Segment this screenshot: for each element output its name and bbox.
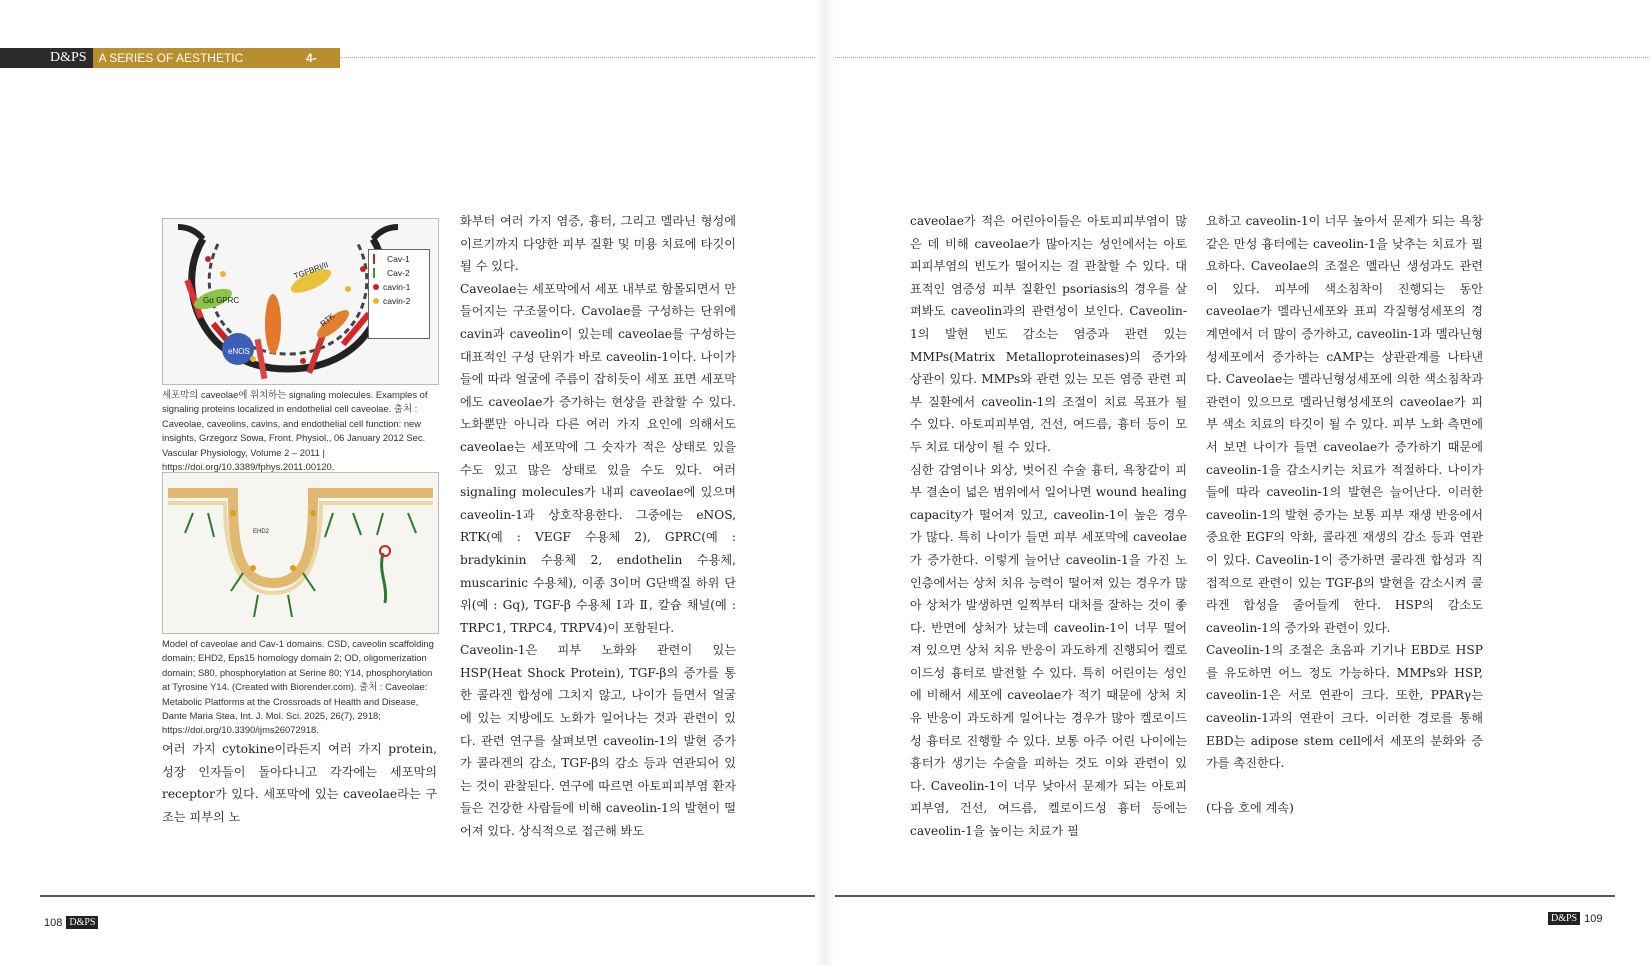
page-gutter bbox=[815, 0, 835, 965]
left-page-footer bbox=[44, 916, 98, 929]
figure-legend bbox=[368, 249, 430, 339]
magazine-brand: D&PS bbox=[50, 50, 87, 65]
svg-text:RTK: RTK bbox=[318, 311, 337, 329]
paragraph: Caveolin-1은 피부 노화와 관련이 있는 HSP(Heat Shock Protein), TGF-β의 증가를 통한 콜라겐 합성에 그치지 않고, 나이가 들면서 얼굴에 있는 지방에도 노화가 일어나는 것과 관련이 있다. 관련 연구를 살펴보면 caveolin-1의 발현 증가가 콜라겐의 감소, TGF-β의 감소 등과 연관되어 있는 것이 관찰된다. 연구에 따르면 아토피피부염 환자들은 건강한 사람들에 비해 caveolin-1의 발현이 떨어져 있다. 상식적으로 접근해 봐도 bbox=[460, 643, 736, 839]
legend-item: cavin-2 bbox=[373, 296, 425, 306]
cav2-marker-icon bbox=[373, 268, 383, 278]
right-page-footer bbox=[1548, 912, 1602, 925]
footer-logo: D&PS bbox=[1548, 912, 1580, 925]
svg-text:EHD2: EHD2 bbox=[253, 529, 270, 535]
column-1-text bbox=[162, 738, 437, 828]
paragraph: caveolae가 적은 어린아이들은 아토피피부염이 많은 데 비해 caveolae가 많아지는 성인에서는 아토피피부염의 빈도가 떨어지는 걸 관찰할 수 있다. 대표적인 염증성 피부 질환인 psoriasis의 경우를 살펴봐도 caveolin과의 관련성이 보인다. Caveolin-1의 발현 빈도 감소는 염증과 관련 있는 MMPs(Matrix Metalloproteinases)의 증가와 상관이 있다. MMPs와 관련 있는 모든 염증 관련 피부 질환에서 caveolin-1의 조절이 치료 목표가 될 수 있다. 아토피피부염, 건선, 여드름, 흉터 등이 모두 치료 대상이 될 수 있다. bbox=[910, 214, 1187, 454]
caveolin-domains-diagram bbox=[163, 473, 438, 633]
cavin1-dot-icon bbox=[373, 284, 379, 290]
top-rule-left bbox=[340, 57, 815, 58]
paragraph: 심한 감염이나 외상, 벗어진 수술 흉터, 욕창같이 피부 결손이 넓은 범위에서 일어나면 wound healing capacity가 떨어져 있고, caveolin-1이 높은 경우가 많다. 특히 나이가 들면 피부 세포막에 caveolae가 증가한다. 이렇게 늘어난 caveolin-1을 가진 노인층에서는 상처 치유 능력이 떨어져 있는 경우가 많아 상처가 발생하면 일찍부터 대처를 잘하는 것이 좋다. 반면에 상처가 났는데 caveolin-1이 너무 떨어져 있으면 상처 치유 반응이 과도하게 진행되어 켈로이드성 흉터로 발전할 수 있다. 특히 어린이는 성인에 비해서 세포에 caveolae가 적기 때문에 상처 치유 반응이 과도하게 일어나는 경우가 많아 켈로이드성 흉터로 진행할 수 있다. 보통 아주 어린 나이에는 흉터가 생기는 수술을 피하는 것도 이와 관련이 있다. Caveolin-1이 너무 낮아서 문제가 되는 아토피피부염, 건선, 여드름, 켈로이드성 흉터 등에는 caveolin-1을 높이는 치료가 필 bbox=[910, 462, 1187, 839]
cavin2-dot-icon bbox=[373, 298, 379, 304]
header-band bbox=[0, 48, 340, 85]
paragraph: Caveolae는 세포막에서 세포 내부로 함몰되면서 만들어지는 구조물이다. Cavolae를 구성하는 단위에 cavin과 caveolin이 있는데 caveolae를 구성하는 대표적인 구성 단위가 바로 caveolin-1이다. 나이가 들에 따라 얼굴에 주름이 잡히듯이 세포 표면 세포막에도 caveolae가 증가하는 현상을 관찰할 수 있다. 노화뿐만 아니라 다른 여러 가지 요인에 의해서도 caveolae는 세포막에 그 숫자가 적은 상태로 있을 수도 있고 많은 상태로 있을 수도 있다. 여러 signaling molecules가 내피 caveolae에 있으며 caveolin-1과 상호작용한다. 그중에는 eNOS, RTK(예 : VEGF 수용체 2), GPRC(예 : bradykinin 수용체 2, endothelin 수용체, muscarinic 수용체), 이종 3이머 G단백질 하위 단위(예 : Gq), TGF-β 수용체 Ⅰ과 Ⅱ, 칼슘 채널(예 : TRPC1, TRPC4, TRPV4)이 포함된다. bbox=[460, 281, 736, 635]
series-name: A SERIES OF AESTHETIC TREATMENT bbox=[98, 51, 244, 85]
legend-item: Cav-2 bbox=[373, 268, 425, 278]
column-2-text bbox=[460, 210, 736, 843]
figure-caveolin-domains bbox=[162, 472, 439, 634]
column-3-text bbox=[910, 210, 1187, 843]
figure2-caption: Model of caveolae and Cav-1 domains. CSD, caveolin scaffolding domain; EHD2, Eps15 homology domain 2; OD, oligomerization domain; S80, phosphorylation at Serine 80; Y14, phosphorylation at Tyrosine Y14. (Created with Biorender.com). 출처 : Caveolae: Metabolic Platforms at the Crossroads of Health and Disease, Dante Maria Stea, Int. J. Mol. Sci. 2025, 26(7), 2918; https://doi.org/10.3390/ijms26072918. bbox=[162, 638, 434, 736]
figure1-caption: 세포막의 caveolae에 위치하는 signaling molecules. Examples of signaling proteins localized in endothelial cell caveolae. 출처 : Caveolae, caveolins, cavins, and endothelial cell function: new insights, Grzegorz Sowa, Front. Physiol., 06 January 2012 Sec. Vascular Physiology, Volume 2 – 2011 | https://doi.org/10.3389/fphys.2011.00120. bbox=[162, 389, 428, 473]
top-rule-right bbox=[835, 57, 1650, 58]
footer-logo: D&PS bbox=[66, 916, 98, 929]
paragraph: 여러 가지 cytokine이라든지 여러 가지 protein, 성장 인자들이 돌아다니고 각각에는 세포막의 receptor가 있다. 세포막에 있는 caveolae라는 구조는 피부의 노 bbox=[162, 742, 437, 824]
svg-text:eNOS: eNOS bbox=[228, 347, 250, 356]
paragraph: Caveolin-1의 조절은 초음파 기기나 EBD로 HSP를 유도하면 어느 정도 가능하다. MMPs와 HSP, caveolin-1은 서로 연관이 크다. 또한, PPARγ는 caveolin-1과의 연관이 크다. 이러한 경로를 통해 EBD는 adipose stem cell에서 세포의 분화와 증가를 촉진한다. bbox=[1206, 643, 1483, 771]
paragraph: 요하고 caveolin-1이 너무 높아서 문제가 되는 욕창 같은 만성 흉터에는 caveolin-1을 낮추는 치료가 필요하다. Caveolae의 조절은 멜라닌 생성과도 관련이 있다. 피부에 색소침착이 진행되는 동안 caveolae가 멜라닌세포와 표피 각질형성세포의 경계면에서 더 많이 증가하고, caveolin-1과 멜라닌형성세포에서 증가하는 cAMP는 상관관계를 나타낸다. Caveolae는 멜라닌형성세포에 의한 색소침착과 관련이 있으므로 멜라닌형성세포의 caveolae가 피부 색소 치료의 타깃이 될 수 있다. 피부 노화 측면에서 보면 나이가 들면 caveolae가 증가하기 때문에 caveolin-1을 감소시키는 치료가 적절하다. 나이가 들에 따라 caveolin-1의 발현은 늘어난다. 이러한 caveolin-1의 발현 증가는 보통 피부 재생 반응에서 중요한 EGF의 악화, 콜라겐 재생의 감소 등과 연관이 있다. Caveolin-1이 증가하면 콜라겐 합성과 직접적으로 관련이 있는 TGF-β의 발현을 감소시켜 콜라겐 합성을 줄어들게 한다. HSP의 감소도 caveolin-1의 증가와 관련이 있다. bbox=[1206, 214, 1483, 635]
legend-item: Cav-1 bbox=[373, 254, 425, 264]
paragraph: 화부터 여러 가지 염증, 흉터, 그리고 멜라닌 형성에 이르기까지 다양한 피부 질환 및 미용 치료에 타깃이 될 수 있다. bbox=[460, 214, 736, 274]
bottom-rule-right bbox=[835, 895, 1615, 897]
column-4-text bbox=[1206, 210, 1483, 819]
left-page-number: 108 bbox=[44, 916, 63, 929]
cav1-marker-icon bbox=[373, 254, 383, 264]
series-title bbox=[93, 48, 340, 85]
svg-text:TGFBRI/II: TGFBRI/II bbox=[292, 260, 330, 281]
svg-text:Gα GPRC: Gα GPRC bbox=[203, 296, 240, 305]
legend-item: cavin-1 bbox=[373, 282, 425, 292]
figure-caveolae-signaling bbox=[162, 218, 439, 385]
bottom-rule-left bbox=[40, 895, 815, 897]
continued-note: (다음 호에 계속) bbox=[1206, 800, 1294, 815]
right-page-number: 109 bbox=[1584, 912, 1603, 925]
series-number: 4-100 bbox=[305, 51, 326, 85]
